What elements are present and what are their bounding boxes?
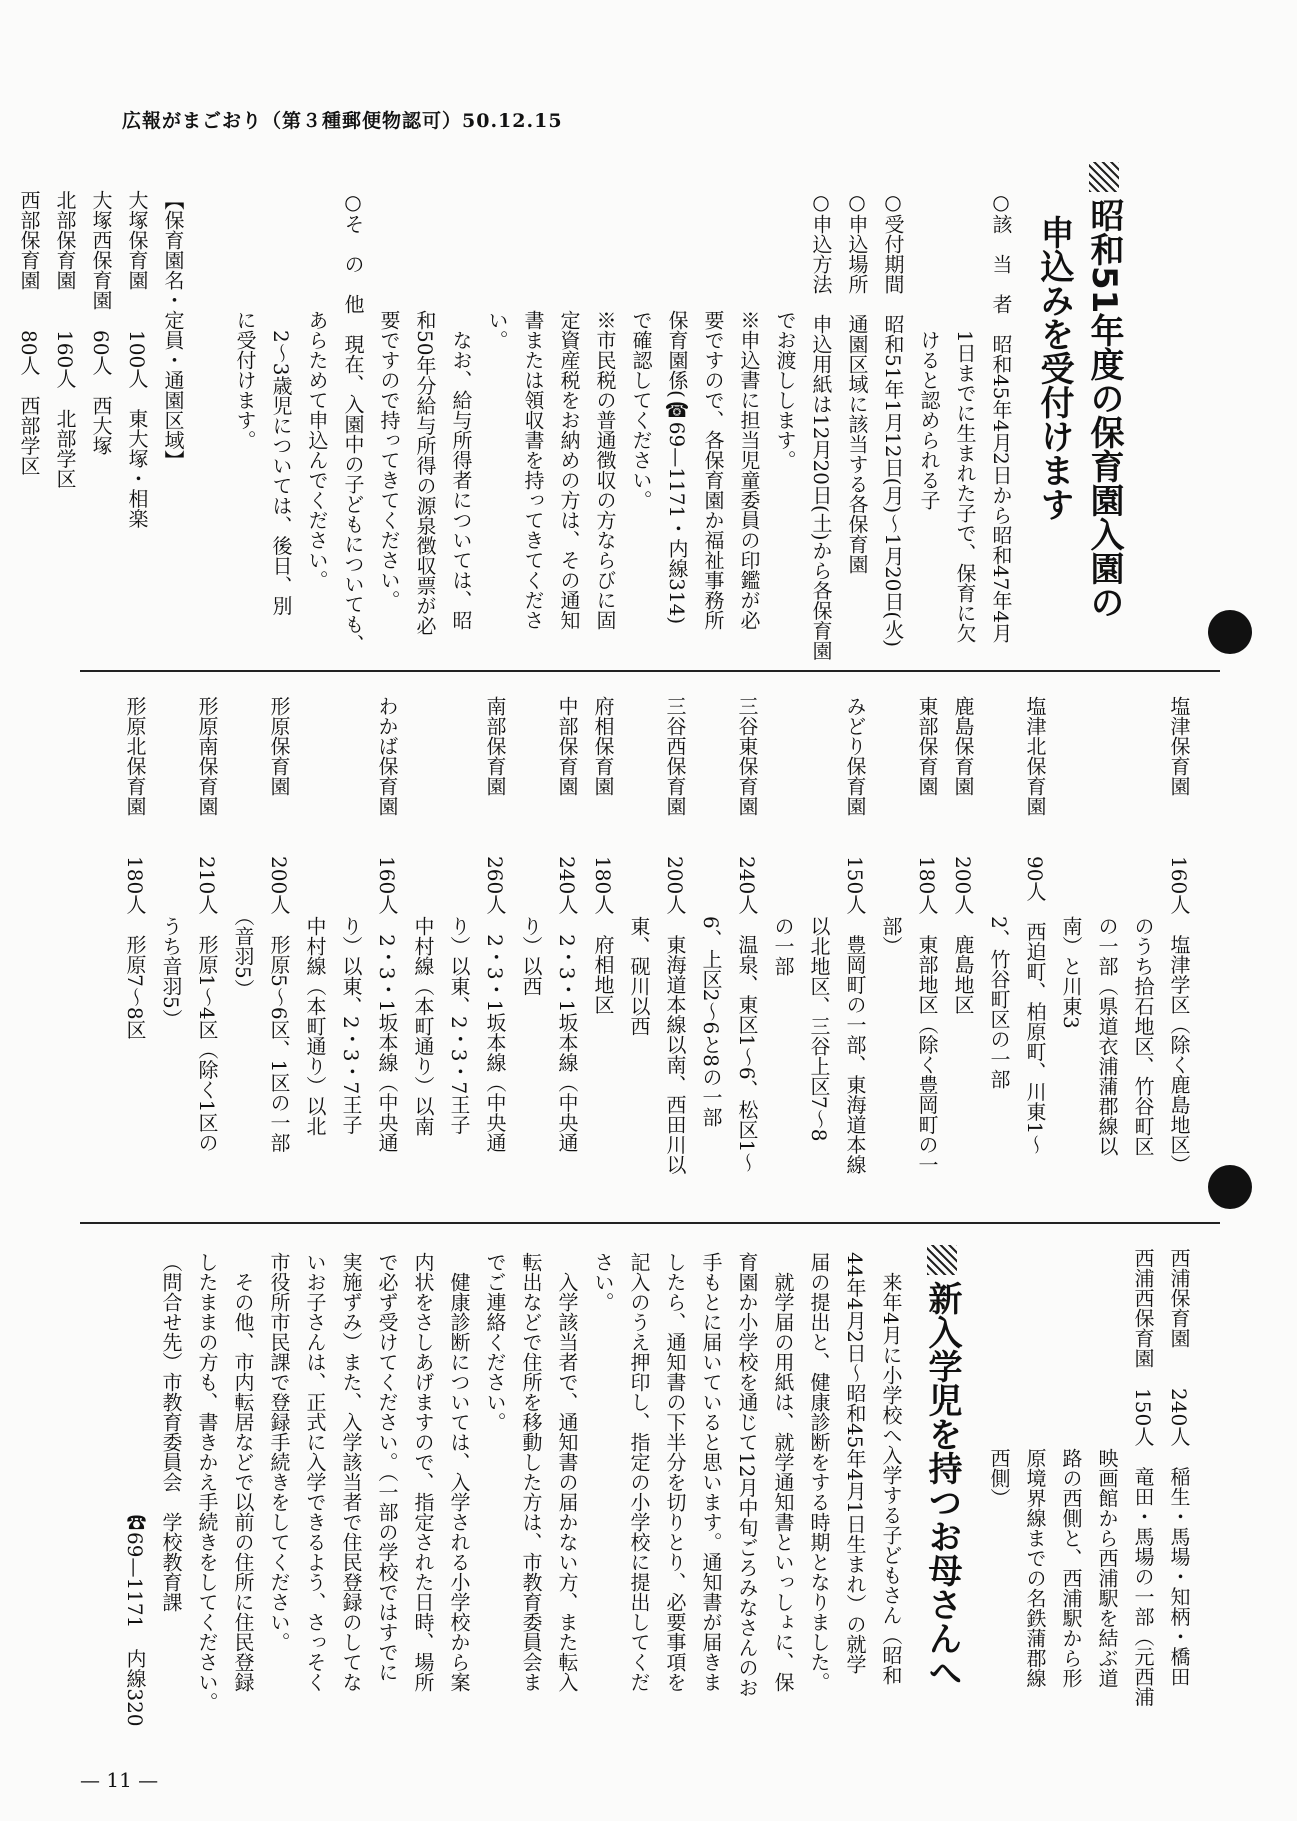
table-row: り）以西 bbox=[519, 696, 543, 996]
table-row: 中部保育園 240人 2・3・1坂本線（中央通 bbox=[555, 696, 579, 1153]
table-row: 南）と川東3 bbox=[1059, 696, 1083, 1029]
table-row: 三谷東保育園 240人 温泉、東区1〜6、松区1〜 bbox=[735, 696, 759, 1173]
table-row: 塩津北保育園 90人 西迫町、柏原町、川東1〜 bbox=[1023, 696, 1047, 1155]
table-row: 2、竹谷町区の一部 bbox=[987, 696, 1011, 1089]
table-row: 原境界線までの名鉄蒲郡線 bbox=[1023, 1248, 1047, 1688]
table-row: 西浦保育園 240人 稲生・馬場・知柄・橋田 bbox=[1167, 1248, 1191, 1687]
text-line: ○そ の 他 現在、入園中の子どもについても、 bbox=[341, 190, 365, 654]
divider-bottom bbox=[80, 1222, 1220, 1224]
hatch-mark-icon-2 bbox=[927, 1245, 957, 1275]
text-line: ☎69—1171 内線320 bbox=[123, 1252, 147, 1727]
text-line: 【保育園名・定員・通園区域】 bbox=[161, 190, 185, 470]
text-line: （問合せ先）市教育委員会 学校教育課 bbox=[159, 1252, 183, 1612]
text-line bbox=[191, 190, 227, 661]
table-row: 南部保育園 260人 2・3・1坂本線（中央通 bbox=[483, 696, 507, 1153]
text-line: 手もとに届いていると思います。通知書が届きま bbox=[699, 1252, 723, 1692]
text-line: に受付けます。 bbox=[233, 190, 257, 450]
text-line: ○申込場所 通園区域に該当する各保育園 bbox=[845, 190, 869, 574]
text-line: 転出などで住所を移動した方は、市教育委員会ま bbox=[519, 1252, 543, 1692]
table-row: （音羽5） bbox=[231, 696, 255, 999]
text-line: 1日までに生まれた子で、保育に欠 bbox=[953, 190, 977, 643]
table-row: の一部（県道衣浦蒲郡線以 bbox=[1095, 696, 1119, 1156]
new-pupils-title: 新入学児を持つお母さんへ bbox=[917, 1245, 967, 1689]
text-line: 健康診断については、入学される小学校から案 bbox=[447, 1252, 471, 1692]
text-line: 定資産税をお納めの方は、その通知 bbox=[557, 190, 581, 630]
page-header: 広報がまごおり（第３種郵便物認可）50.12.15 bbox=[122, 110, 563, 132]
table-row: 三谷西保育園 200人 東海道本線以南、西田川以 bbox=[663, 696, 687, 1175]
text-line: 西部保育園 80人 西部学区 bbox=[17, 190, 41, 476]
table-row: 形原北保育園 180人 形原7〜8区 bbox=[123, 696, 147, 1040]
text-line: したら、通知書の下半分を切りとり、必要事項を bbox=[663, 1252, 687, 1692]
nursery-list-continued bbox=[117, 696, 1197, 1174]
text-line: 内状をさしあげますので、指定された日時、場所 bbox=[411, 1252, 435, 1692]
nursery-title-line1: 昭和51年度の保育園入園の bbox=[1079, 162, 1129, 619]
table-row: 形原保育園 200人 形原5〜6区、1区の一部 bbox=[267, 696, 291, 1153]
text-line: 市役所市民課で登録手続きをしてください。 bbox=[267, 1252, 291, 1652]
text-line: 記入のうえ押印し、指定の小学校に提出してくだ bbox=[627, 1252, 651, 1692]
text-line: でお渡しします。 bbox=[773, 190, 797, 470]
new-pupils-body bbox=[117, 1252, 909, 1727]
table-row: り）以東、2・3・7王子 bbox=[339, 696, 363, 1135]
text-line: あらためて申込んでください。 bbox=[305, 190, 329, 590]
hatch-mark-icon bbox=[1089, 162, 1119, 192]
page-number: — 11 — bbox=[80, 1768, 159, 1792]
table-row: 府相保育園 180人 府相地区 bbox=[591, 696, 615, 1015]
text-line: 44年4月2日〜昭和45年4月1日生まれ）の就学 bbox=[843, 1252, 867, 1674]
text-line: 要ですので、各保育園か福祉事務所 bbox=[701, 190, 725, 630]
text-line: 大塚西保育園 60人 西大塚 bbox=[89, 190, 113, 456]
text-line: 育園か小学校を通じて12月中旬ごろみなさんのお bbox=[735, 1252, 759, 1698]
text-line: 来年4月に小学校へ入学する子どもさん（昭和 bbox=[879, 1252, 903, 1685]
text-line: 2〜3歳児については、後日、別 bbox=[269, 190, 293, 616]
table-row: 路の西側と、西浦駅から形 bbox=[1059, 1248, 1083, 1688]
table-row: 以北地区、三谷上区7〜8 bbox=[807, 696, 831, 1142]
text-line: ○申込方法 申込用紙は12月20日(土)から各保育園 bbox=[809, 190, 833, 661]
nursery-title-line2: 申込みを受付けます bbox=[1034, 215, 1074, 521]
table-row: 6、上区2〜6と8の一部 bbox=[699, 696, 723, 1127]
text-line: なお、給与所得者については、昭 bbox=[449, 190, 473, 630]
punch-hole-lower bbox=[1208, 1165, 1252, 1209]
table-row: 東、砚川以西 bbox=[627, 696, 651, 1036]
punch-hole-upper bbox=[1208, 610, 1252, 654]
table-row: 中村線（本町通り）以北 bbox=[303, 696, 327, 1136]
text-line: で必ず受けてください。（一部の学校ではすでに bbox=[375, 1252, 399, 1682]
nursery-list-nishiura bbox=[981, 1248, 1197, 1706]
table-row: わかば保育園 160人 2・3・1坂本線（中央通 bbox=[375, 696, 399, 1153]
text-line: けると認められる子 bbox=[917, 190, 941, 510]
text-line: ※申込書に担当児童委員の印鑑が必 bbox=[737, 190, 761, 630]
table-row: 部） bbox=[879, 696, 903, 956]
text-line: 入学該当者で、通知書の届かない方、また転入 bbox=[555, 1252, 579, 1692]
text-line: 保育園係(☎69—1171・内線314) bbox=[665, 190, 689, 625]
table-row: の一部 bbox=[771, 696, 795, 976]
table-row: 鹿島保育園 200人 鹿島地区 bbox=[951, 696, 975, 1015]
text-line: 大塚保育園 100人 東大塚・相楽 bbox=[125, 190, 149, 529]
table-row: みどり保育園 150人 豊岡町の一部、東海道本線 bbox=[843, 696, 867, 1175]
text-line: 就学届の用紙は、就学通知書といっしょに、保 bbox=[771, 1252, 795, 1692]
table-row: 東部保育園 180人 東部地区（除く豊岡町の一 bbox=[915, 696, 939, 1175]
table-row: のうち拾石地区、竹谷町区 bbox=[1131, 696, 1155, 1156]
table-row: り）以東、2・3・7王子 bbox=[447, 696, 471, 1135]
text-line: 書または領収書を持ってきてくださ bbox=[521, 190, 545, 630]
text-line: 和50年分給与所得の源泉徴収票が必 bbox=[413, 190, 437, 636]
text-line: ○該 当 者 昭和45年4月2日から昭和47年4月 bbox=[989, 190, 1013, 644]
table-row: 西浦西保育園 150人 竜田・馬場の一部（元西浦 bbox=[1131, 1248, 1155, 1707]
text-line: したままの方も、書きかえ手続きをしてください。 bbox=[195, 1252, 219, 1712]
text-line: い。 bbox=[485, 190, 509, 350]
text-line: で確認してください。 bbox=[629, 190, 653, 510]
table-row: 西側） bbox=[987, 1248, 1011, 1508]
table-row: 中村線（本町通り）以南 bbox=[411, 696, 435, 1136]
divider-top bbox=[80, 670, 1220, 672]
text-line: ※市民税の普通徴収の方ならびに固 bbox=[593, 190, 617, 630]
text-line: さい。 bbox=[591, 1252, 615, 1312]
text-line: 北部保育園 160人 北部学区 bbox=[53, 190, 77, 489]
table-row: うち音羽5） bbox=[159, 696, 183, 1029]
text-line: 要ですので持ってきてください。 bbox=[377, 190, 401, 610]
text-line: いお子さんは、正式に入学できるよう、さっそく bbox=[303, 1252, 327, 1692]
text-line: その他、市内転居などで以前の住所に住民登録 bbox=[231, 1252, 255, 1692]
table-row: 形原南保育園 210人 形原1〜4区（除く1区の bbox=[195, 696, 219, 1153]
text-line: でご連絡ください。 bbox=[483, 1252, 507, 1432]
text-line: ○受付期間 昭和51年1月12日(月)〜1月20日(火) bbox=[881, 190, 905, 648]
table-row: 映画館から西浦駅を結ぶ道 bbox=[1095, 1248, 1119, 1688]
text-line: 届の提出と、健康診断をする時期となりました。 bbox=[807, 1252, 831, 1692]
nursery-admission-body bbox=[11, 190, 1019, 661]
table-row: 塩津保育園 160人 塩津学区（除く鹿島地区） bbox=[1167, 696, 1191, 1175]
text-line: 実施ずみ）また、入学該当者で住民登録のしてな bbox=[339, 1252, 363, 1692]
